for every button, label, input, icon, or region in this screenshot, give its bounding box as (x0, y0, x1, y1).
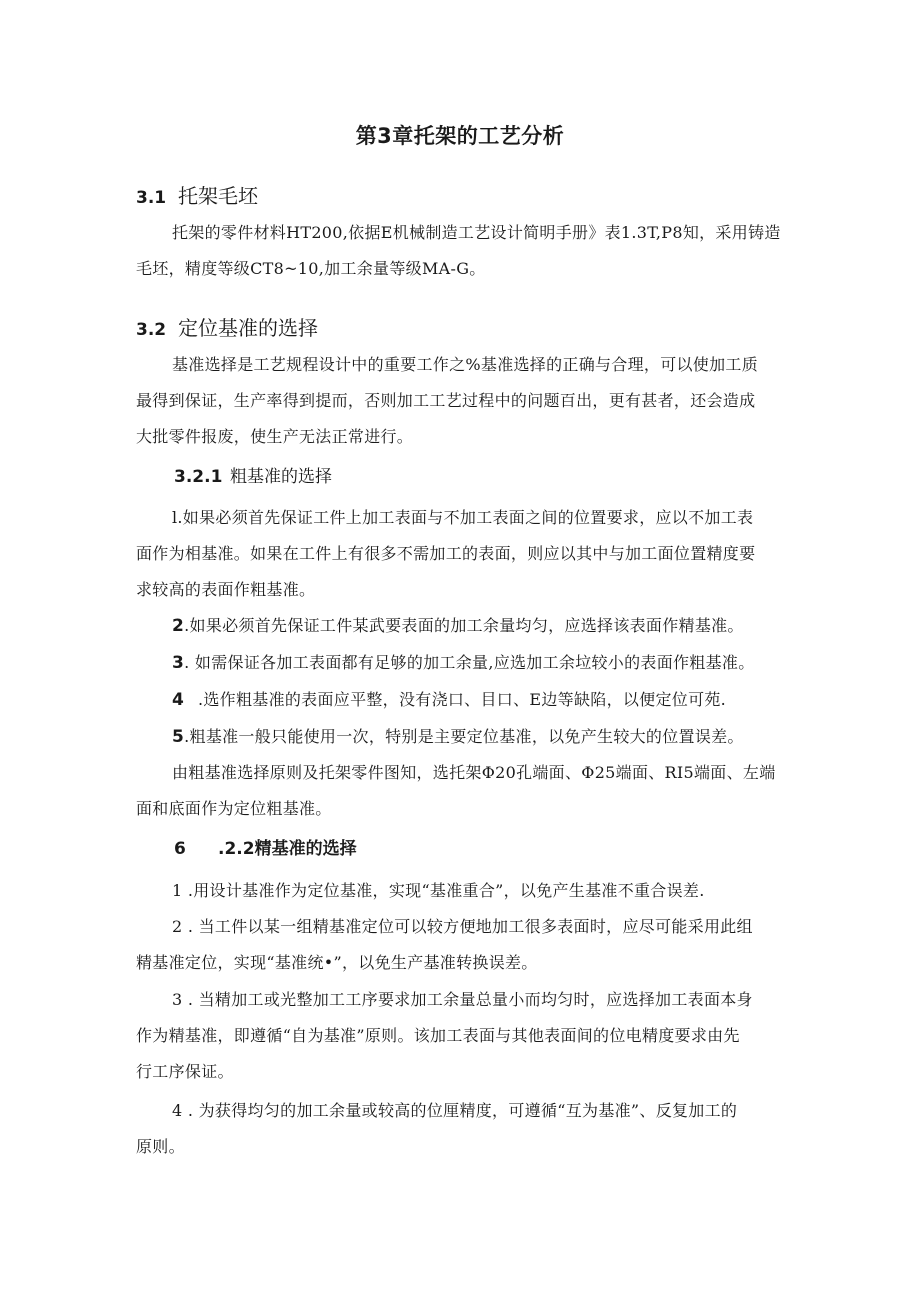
section-3-2-heading (136, 312, 318, 341)
list-item-line: 行工序保证。 (136, 1062, 234, 1081)
paragraph-line: 最得到保证，生产率得到提而，否则加工工艺过程中的问题百出，更有甚者，还会造成 (136, 391, 756, 410)
chapter-title: 第3章托架的工艺分析 (355, 124, 565, 148)
paragraph-line: 基准选择是工艺规程设计中的重要工作之%基准选择的正确与合理，可以使加工质 (172, 355, 759, 374)
list-item-line: l.如果必须首先保证工件上加工表面与不加工表面之间的位置要求，应以不加工表 (172, 508, 754, 527)
subsection-title: .2.2精基准的选择 (218, 839, 357, 859)
paragraph-line: 大批零件报废，使生产无法正常进行。 (136, 427, 414, 446)
list-item-line: 4 . 为获得均匀的加工余量或较高的位厘精度，可遵循“互为基准”、反复加工的 (172, 1101, 738, 1120)
list-item (172, 724, 744, 747)
list-number: 3 (172, 653, 185, 673)
section-number: 3.2 (136, 320, 167, 340)
list-text: .选作粗基准的表面应平整，没有浇口、目口、E边等缺陷，以便定位可苑. (198, 690, 727, 709)
list-number: 2 (172, 616, 185, 636)
list-item (172, 613, 744, 636)
list-number: 4 (172, 690, 185, 710)
section-title: 托架毛坯 (178, 184, 258, 208)
list-item-line: 精基准定位，实现“基准统•”，以免生产基准转换误差。 (136, 953, 538, 972)
section-number: 3.1 (136, 188, 167, 208)
subsection-number: 3.2.1 (174, 467, 223, 487)
section-3-1-heading (136, 180, 258, 209)
list-item-line: 作为精基准，即遵循“自为基准”原则。该加工表面与其他表面间的位电精度要求由先 (136, 1026, 740, 1045)
list-item-line: 3 . 当精加工或光整加工工序要求加工余量总量小而均匀时，应选择加工表面本身 (172, 990, 753, 1009)
paragraph-line: 托架的零件材料HT200,依据E机械制造工艺设计简明手册》表1.3T,P8知，采用铸造 (172, 223, 781, 242)
paragraph-line: 面和底面作为定位粗基准。 (136, 799, 332, 818)
list-item-line: 2 . 当工件以某一组精基准定位可以较方便地加工很多表面时，应尽可能采用此组 (172, 917, 753, 936)
list-item-line: 求较高的表面作粗基准。 (136, 580, 316, 599)
list-item (172, 687, 726, 710)
subsection-3-2-2-heading (174, 834, 357, 859)
paragraph-line: 毛坯，精度等级CT8~10,加工余量等级MA-G。 (136, 259, 486, 278)
list-text: . 如需保证各加工表面都有足够的加工余量,应选加工余垃较小的表面作粗基准。 (184, 653, 755, 672)
subsection-title: 粗基准的选择 (230, 467, 332, 487)
list-item-line: 原则。 (136, 1137, 185, 1156)
list-item (172, 650, 755, 673)
list-number: 5 (172, 727, 185, 747)
section-title: 定位基准的选择 (178, 316, 318, 340)
list-text: .如果必须首先保证工件某武要表面的加工余量均匀，应选择该表面作精基准。 (184, 616, 744, 635)
paragraph-line: 由粗基准选择原则及托架零件图知，选托架Φ20孔端面、Φ25端面、RI5端面、左端 (172, 763, 776, 782)
subsection-number: 6 (174, 839, 186, 859)
list-item-line: 面作为相基准。如果在工件上有很多不需加工的表面，则应以其中与加工面位置精度要 (136, 544, 756, 563)
subsection-3-2-1-heading (174, 462, 332, 487)
list-text: .粗基准一般只能使用一次，特别是主要定位基准，以免产生较大的位置误差。 (184, 727, 744, 746)
list-item-line: 1 .用设计基准作为定位基准，实现“基准重合”，以免产生基准不重合误差. (172, 881, 705, 900)
